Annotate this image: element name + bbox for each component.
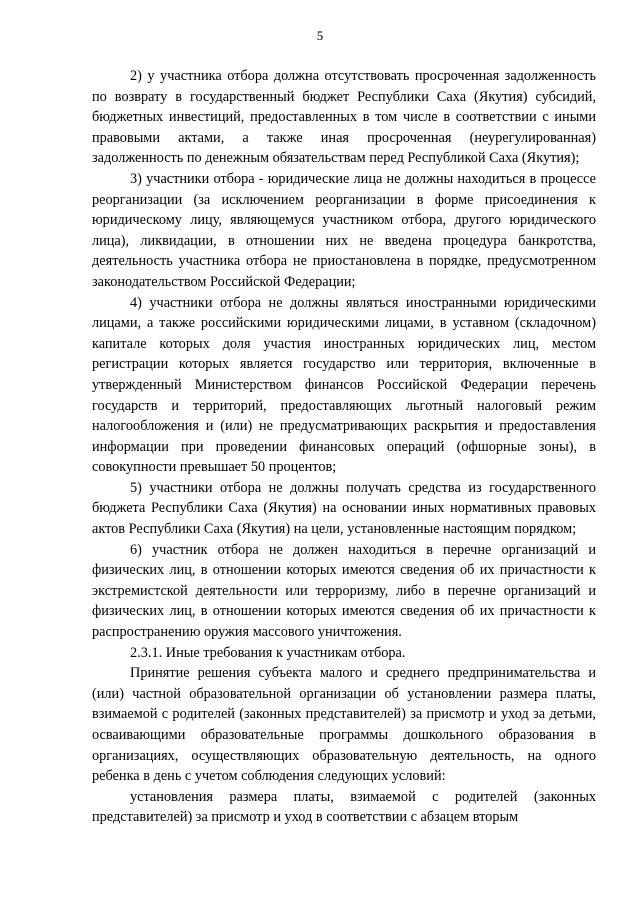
page-number: 5 (316, 28, 324, 43)
paragraph-item-3: 3) участники отбора - юридические лица не должны находиться в процессе реорганизации (за исключением реорганизации в форме присоединения к юридическому лицу, являющемуся участником отбора, другого юридического лица), ликвидации, в отношении них не введена процедура банкротства, деятельность участника отбора не приостановлена в порядке, предусмотренном законодательством Российской Федерации; (92, 170, 596, 290)
paragraph-decision: Принятие решения субъекта малого и среднего предпринимательства и (или) частной образовательной организации об установлении размера платы, взимаемой с родителей (законных представителей) за присмотр и уход за детьми, осваивающими образовательные программы дошкольного образования в организациях, осуществляющих образовательную деятельность, на одного ребенка в день с учетом соблюдения следующих условий: (92, 665, 596, 785)
paragraph-item-4: 4) участники отбора не должны являться иностранными юридическими лицами, а также российскими юридическими лицами, в уставном (складочном) капитале которых доля участия иностранных юридических лиц, местом регистрации которых является государство или территория, включенные в утвержденный Министерством финансов Российской Федерации перечень государств и территорий, предоставляющих льготный налоговый режим налогообложения и (или) не предусматривающих раскрытия и предоставления информации при проведении финансовых операций (офшорные зоны), в совокупности превышает 50 процентов; (92, 294, 596, 476)
paragraph-fee-condition: установления размера платы, взимаемой с родителей (законных представителей) за присмотр и уход в соответствии с абзацем вторым (92, 788, 596, 826)
paragraph-item-6: 6) участник отбора не должен находиться в перечне организаций и физических лиц, в отношении которых имеются сведения об их причастности к экстремистской деятельности или терроризму, либо в перечне организаций и физических лиц, в отношении которых имеются сведения об их причастности к распространению оружия массового уничтожения. (92, 541, 596, 641)
paragraph-item-2: 2) у участника отбора должна отсутствовать просроченная задолженность по возврату в государственный бюджет Республики Саха (Якутия) субсидий, бюджетных инвестиций, предоставленных в том числе в соответствии с иными правовыми актами, а также иная просроченная (неурегулированная) задолженность по денежным обязательствам перед Республикой Саха (Якутия); (92, 68, 596, 167)
section-heading-2-3-1: 2.3.1. Иные требования к участникам отбора. (130, 644, 406, 661)
document-body (92, 66, 596, 828)
paragraph-item-5: 5) участники отбора не должны получать средства из государственного бюджета Республики Саха (Якутия) на основании иных нормативных правовых актов Республики Саха (Якутия) на цели, установленные настоящим порядком; (92, 479, 596, 538)
